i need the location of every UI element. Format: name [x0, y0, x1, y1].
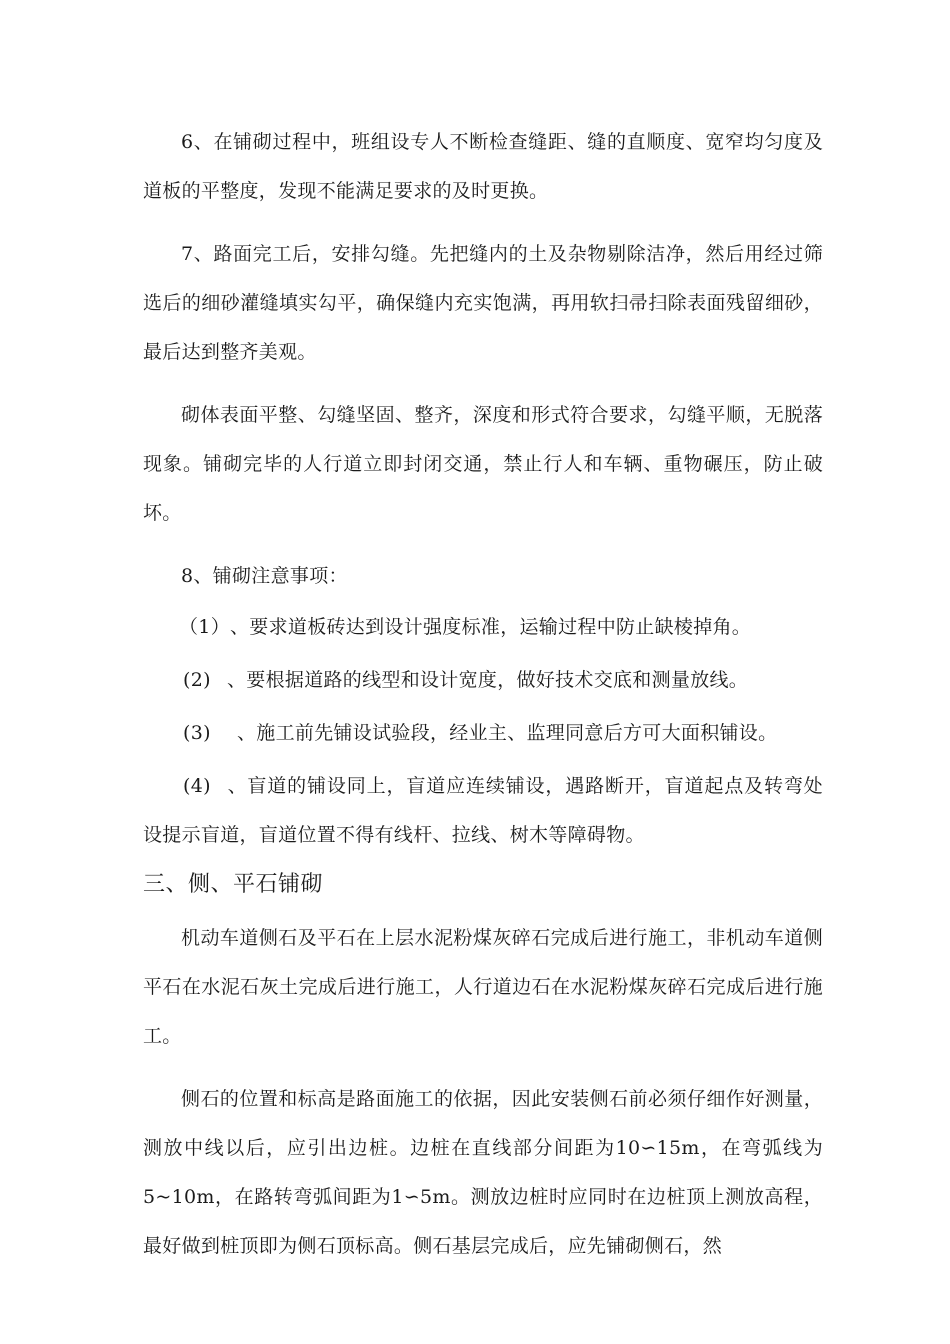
list-item-3	[143, 709, 823, 758]
paragraph-masonry-quality: 砌体表面平整、勾缝坚固、整齐，深度和形式符合要求，勾缝平顺，无脱落现象。铺砌完毕的人行道立即封闭交通，禁止行人和车辆、重物碾压，防止破坏。	[143, 404, 823, 524]
list-item-text: 、要求道板砖达到设计强度标准，运输过程中防止缺棱掉角。	[230, 616, 752, 638]
list-item-text: 、盲道的铺设同上，盲道应连续铺设，遇路断开，盲道起点及转弯处设提示盲道，盲道位置不得有线杆、拉线、树木等障碍物。	[143, 775, 823, 846]
list-item-number: (2)	[183, 669, 211, 691]
paragraph-curb-survey: 侧石的位置和标高是路面施工的依据，因此安装侧石前必须仔细作好测量，测放中线以后，应引出边桩。边桩在直线部分间距为10∽15m，在弯弧线为5~10m，在路转弯弧间距为1∽5m。测放边桩时应同时在边桩顶上测放高程，最好做到桩顶即为侧石顶标高。侧石基层完成后，应先铺砌侧石，然	[143, 1088, 823, 1257]
paragraph-item-6: 6、在铺砌过程中，班组设专人不断检查缝距、缝的直顺度、宽窄均匀度及道板的平整度，发现不能满足要求的及时更换。	[143, 131, 823, 202]
list-item-number: (3)	[183, 722, 211, 744]
paragraph-item-8-title: 8、铺砌注意事项：	[181, 565, 348, 587]
list-item-number: (4)	[183, 775, 211, 797]
list-item-2	[143, 656, 823, 705]
list-item-number: （1）	[179, 616, 230, 638]
paragraph-item-7: 7、路面完工后，安排勾缝。先把缝内的土及杂物剔除洁净，然后用经过筛选后的细砂灌缝填实勾平，确保缝内充实饱满，再用软扫帚扫除表面残留细砂，最后达到整齐美观。	[143, 243, 823, 363]
list-item-text: 、施工前先铺设试验段，经业主、监理同意后方可大面积铺设。	[237, 722, 778, 744]
list-item-1	[143, 603, 823, 652]
list-item-text: 、要根据道路的线型和设计宽度，做好技术交底和测量放线。	[227, 669, 749, 691]
section-heading: 三、侧、平石铺砌	[143, 872, 324, 897]
document-body	[143, 118, 823, 1285]
paragraph-curb-construction-order: 机动车道侧石及平石在上层水泥粉煤灰碎石完成后进行施工，非机动车道侧平石在水泥石灰土完成后进行施工，人行道边石在水泥粉煤灰碎石完成后进行施工。	[143, 927, 823, 1047]
list-item-4	[143, 762, 823, 860]
